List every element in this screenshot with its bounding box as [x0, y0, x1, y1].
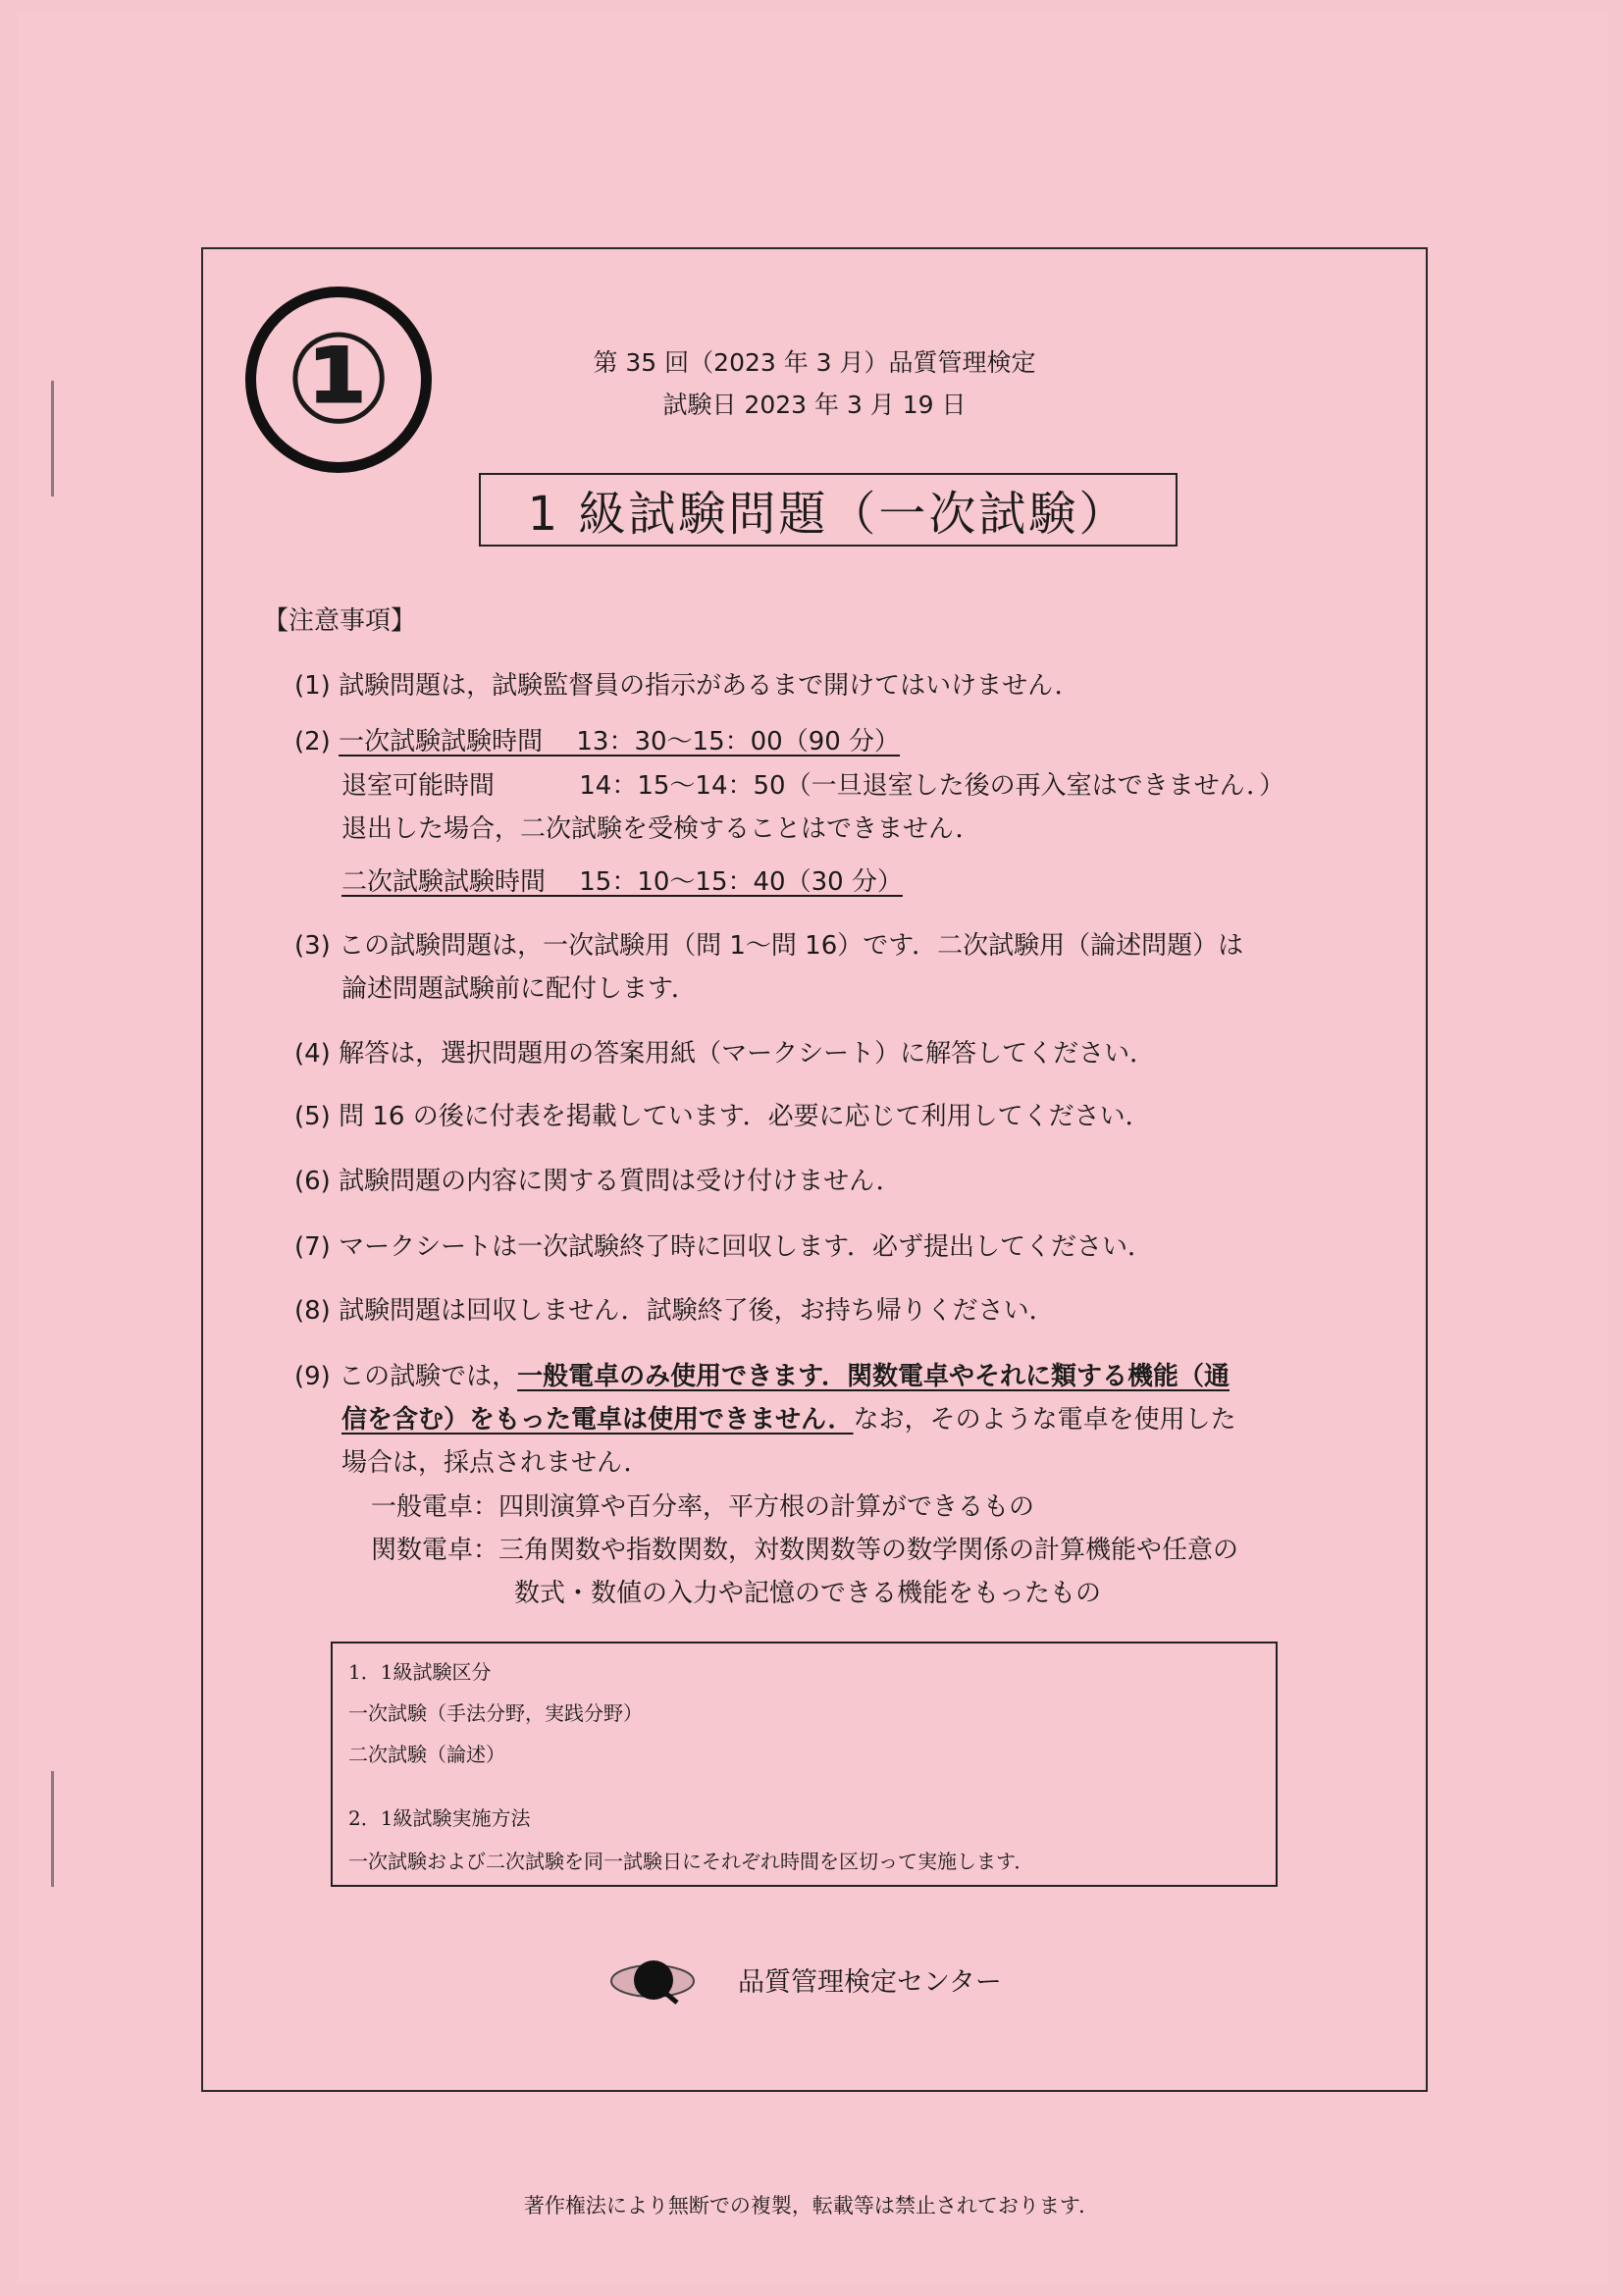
staple-top — [51, 381, 54, 496]
info-section-1-title: 1．1級試験区分 — [348, 1660, 492, 1684]
calculator-rule-bold-1: 一般電卓のみ使用できます．関数電卓やそれに類する機能（通 — [517, 1362, 1230, 1391]
note-9-line-3: 場合は，採点されません． — [341, 1448, 650, 1478]
first-exam-time: 一次試験試験時間 13：30～15：00（90 分） — [339, 727, 901, 757]
note-8: (8) 試験問題は回収しません．試験終了後，お持ち帰りください． — [294, 1296, 1055, 1326]
note-9-line-2 — [341, 1399, 1236, 1435]
exam-number-badge: ① — [245, 287, 432, 473]
calculator-rule-bold-2: 信を含む）をもった電卓は使用できません． — [341, 1405, 854, 1435]
note-5: (5) 問 16 の後に付表を掲載しています．必要に応じて利用してください． — [294, 1102, 1151, 1131]
note-4: (4) 解答は，選択問題用の答案用紙（マークシート）に解答してください． — [294, 1039, 1156, 1069]
exam-title-box — [479, 473, 1178, 547]
scientific-calculator-definition-cont: 数式・数値の入力や記憶のできる機能をもったもの — [514, 1579, 1102, 1608]
info-method: 一次試験および二次試験を同一試験日にそれぞれ時間を区切って実施します． — [348, 1850, 1034, 1873]
note-3-line-2: 論述問題試験前に配付します． — [341, 974, 697, 1004]
exam-date-line: 試験日 2023 年 3 月 19 日 — [662, 391, 967, 419]
copyright-notice: 著作権法により無断での複製，転載等は禁止されております． — [523, 2194, 1100, 2218]
notes-heading: 【注意事項】 — [263, 606, 417, 636]
note-1: (1) 試験問題は，試験監督員の指示があるまで開けてはいけません． — [294, 671, 1080, 701]
note-6: (6) 試験問題の内容に関する質問は受け付けません． — [294, 1167, 902, 1196]
note-9-line-1 — [294, 1356, 1230, 1392]
note-2-line-3: 退出した場合，二次試験を受検することはできません． — [341, 814, 981, 844]
exam-session-line: 第 35 回（2023 年 3 月）品質管理検定 — [593, 348, 1036, 377]
scientific-calculator-definition: 関数電卓：三角関数や指数関数，対数関数等の数学関係の計算機能や任意の — [371, 1536, 1239, 1565]
organization-name: 品質管理検定センター — [738, 1967, 1002, 1998]
note-7: (7) マークシートは一次試験終了時に回収します．必ず提出してください． — [294, 1232, 1154, 1262]
note-9-intro: (9) この試験では， — [294, 1362, 518, 1391]
note-2-number: (2) — [294, 727, 340, 757]
note-3-line-1: (3) この試験問題は，一次試験用（問 1～問 16）です．二次試験用（論述問題）は — [294, 931, 1244, 961]
note-2-line-1 — [294, 721, 900, 757]
info-second-exam: 二次試験（論述） — [348, 1743, 505, 1766]
qc-center-logo-icon — [608, 1954, 697, 2009]
info-first-exam: 一次試験（手法分野，実践分野） — [348, 1701, 643, 1725]
info-section-2-title: 2．1級試験実施方法 — [348, 1806, 531, 1830]
note-2-line-2: 退室可能時間 14：15～14：50（一旦退室した後の再入室はできません．） — [341, 771, 1285, 801]
staple-bottom — [51, 1771, 54, 1887]
basic-calculator-definition: 一般電卓：四則演算や百分率，平方根の計算ができるもの — [371, 1492, 1035, 1522]
second-exam-time: 二次試験試験時間 15：10～15：40（30 分） — [341, 867, 903, 897]
note-9-continuation: なお，そのような電卓を使用した — [853, 1405, 1236, 1435]
exam-title: 1 級試験問題（一次試験） — [527, 487, 1129, 542]
